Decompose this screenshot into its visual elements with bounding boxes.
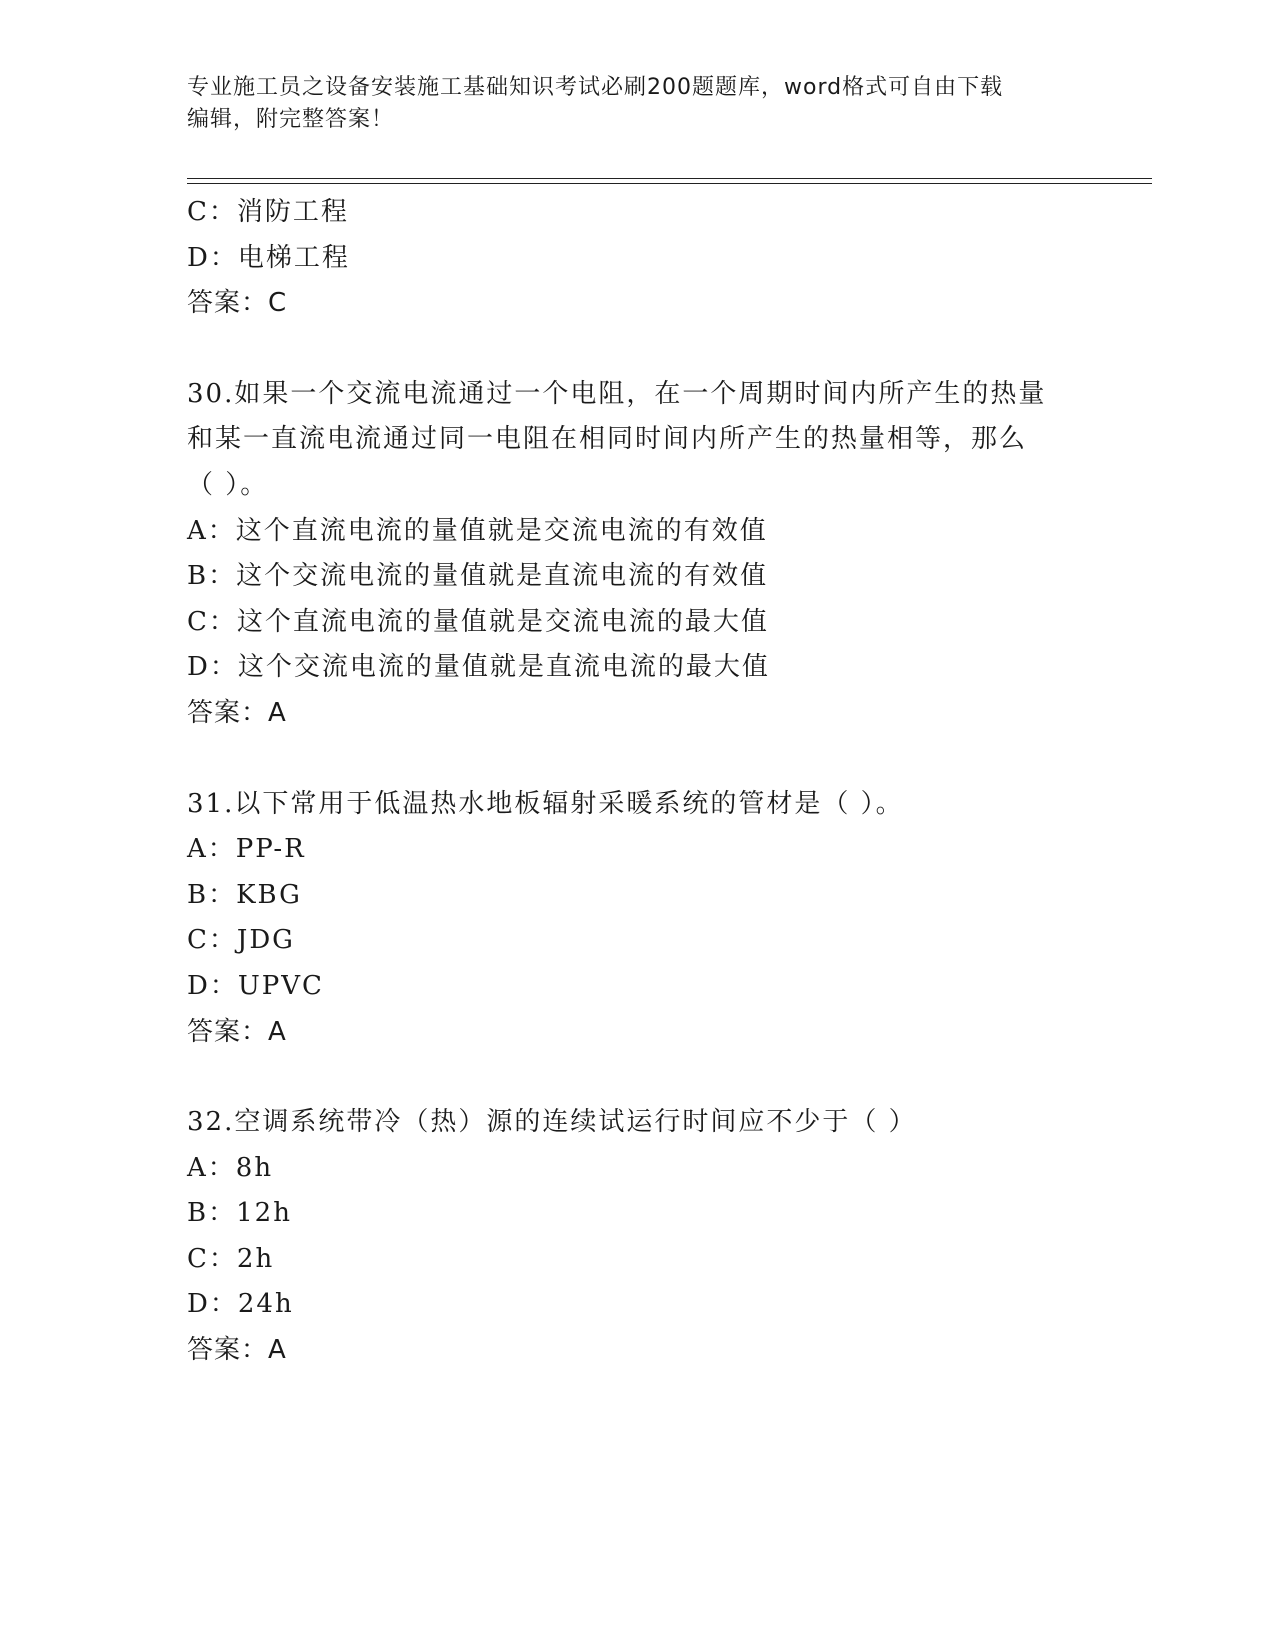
question-29-tail [187, 190, 1087, 327]
option-text: JDG [236, 925, 295, 956]
header-divider-top [187, 178, 1152, 179]
option-key: B： [187, 879, 237, 910]
question-31 [187, 782, 1087, 1056]
page-header [187, 72, 1087, 136]
question-30 [187, 372, 1087, 737]
question-stem: （ ）。 [187, 469, 269, 500]
option-c [187, 1237, 1087, 1283]
option-d [187, 645, 1087, 691]
option-key: B： [187, 561, 237, 592]
header-title-line-1: 专业施工员之设备安装施工基础知识考试必刷200题题库，word格式可自由下载 [187, 75, 1004, 100]
option-key: C： [187, 1243, 237, 1274]
option-key: D： [187, 1289, 238, 1320]
option-a [187, 1146, 1087, 1192]
option-text: 这个直流电流的量值就是交流电流的有效值 [235, 515, 768, 546]
option-key: C： [187, 925, 237, 956]
option-d [187, 236, 1087, 282]
option-c [187, 190, 1087, 236]
spacer [187, 1055, 1087, 1100]
option-d [187, 964, 1087, 1010]
option-a [187, 827, 1087, 873]
document-body [187, 190, 1087, 1374]
spacer [187, 327, 1087, 372]
question-stem: 31.以下常用于低温热水地板辐射采暖系统的管材是（ ）。 [187, 788, 904, 819]
option-key: D： [187, 242, 238, 273]
option-c [187, 600, 1087, 646]
spacer [187, 737, 1087, 782]
option-key: D： [187, 970, 238, 1001]
question-stem: 和某一直流电流通过同一电阻在相同时间内所产生的热量相等，那么 [187, 424, 1028, 455]
option-key: A： [187, 834, 236, 865]
option-text: UPVC [237, 970, 324, 1001]
answer-line: 答案：A [187, 1016, 287, 1047]
option-key: A： [187, 1152, 236, 1183]
option-text: 这个交流电流的量值就是直流电流的有效值 [236, 561, 769, 592]
option-text: 24h [237, 1289, 294, 1320]
option-b [187, 554, 1087, 600]
option-a [187, 509, 1087, 555]
answer-line: 答案：A [187, 1335, 287, 1366]
option-key: A： [187, 515, 236, 546]
option-key: D： [187, 652, 238, 683]
option-text: 这个交流电流的量值就是直流电流的最大值 [237, 652, 770, 683]
option-c [187, 918, 1087, 964]
option-key: C： [187, 197, 237, 227]
option-b [187, 873, 1087, 919]
option-text: 这个直流电流的量值就是交流电流的最大值 [236, 606, 769, 637]
option-key: B： [187, 1198, 237, 1229]
option-text: 8h [235, 1152, 274, 1183]
option-text: 2h [236, 1243, 275, 1274]
answer-line: 答案：C [187, 288, 288, 319]
option-b [187, 1191, 1087, 1237]
option-text: KBG [236, 879, 302, 910]
option-text: 电梯工程 [237, 242, 350, 273]
question-stem: 30.如果一个交流电流通过一个电阻，在一个周期时间内所产生的热量 [187, 378, 1047, 409]
question-stem: 32.空调系统带冷（热）源的连续试运行时间应不少于（ ） [187, 1107, 917, 1138]
option-key: C： [187, 606, 237, 637]
option-d [187, 1282, 1087, 1328]
option-text: 12h [236, 1198, 292, 1229]
option-text: PP-R [235, 834, 306, 865]
option-text: 消防工程 [236, 197, 349, 227]
question-32 [187, 1100, 1087, 1374]
header-divider-bottom [187, 183, 1152, 184]
header-title-line-2: 编辑，附完整答案！ [187, 107, 395, 132]
answer-line: 答案：A [187, 697, 287, 728]
